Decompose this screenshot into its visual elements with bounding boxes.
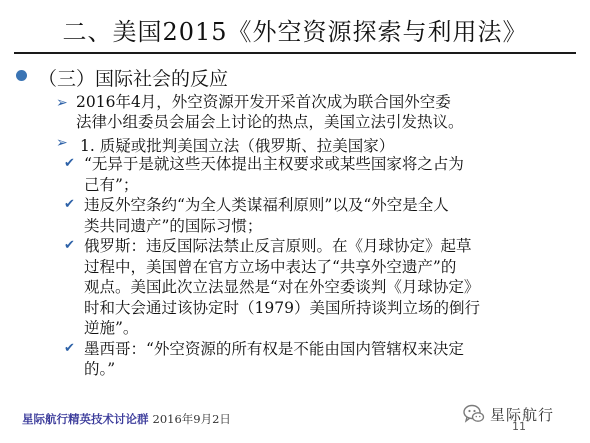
wechat-official-account-icon (462, 402, 486, 426)
list-item (64, 339, 574, 380)
section-heading (38, 64, 228, 91)
list-item-line: 时和大会通过该协定时（1979）美国所持谈判立场的倒行 (84, 298, 480, 317)
reaction-list (64, 154, 574, 380)
list-item-line: 违反外空条约“为全人类谋福利原则”以及“外空是全人 (84, 196, 449, 214)
title-underline (14, 52, 576, 54)
paragraph-line: 法律小组委员会届会上讨论的热点，美国立法引发热议。 (76, 113, 464, 131)
footer-caption (22, 411, 231, 427)
check-icon: ✔ (64, 197, 75, 212)
list-item-line: 墨西哥：“外空资源的所有权是不能由国内管辖权来决定 (84, 339, 464, 358)
list-item-line: 己有”； (84, 175, 139, 194)
bullet-dot-icon (16, 70, 27, 81)
footer-date: 2016年9月2日 (152, 412, 231, 426)
paragraph-line: 2016年4月，外空资源开发开采首次成为联合国外空委 (76, 93, 451, 111)
sub-heading-text: 1. 质疑或批判美国立法（俄罗斯、拉美国家） (80, 137, 395, 155)
list-item-line: “无异于是就这些天体提出主权要求或某些国家将之占为 (84, 155, 464, 173)
list-item-line: 观点。美国此次立法显然是“对在外空委谈判《月球协定》 (84, 278, 480, 296)
list-item (64, 195, 574, 236)
brand-badge[interactable] (462, 402, 554, 426)
section-heading-text: （三）国际社会的反应 (38, 68, 229, 90)
list-item-line: 过程中，美国曾在官方立场中表达了“共享外空遗产”的 (84, 257, 457, 276)
list-item (64, 154, 574, 195)
brand-name: 星际航行 (490, 405, 555, 424)
check-icon: ✔ (64, 238, 75, 253)
list-item (64, 236, 574, 339)
list-item-line: 类共同遗产”的国际习惯； (84, 216, 263, 235)
page-number: 11 (512, 420, 526, 433)
slide-title: 二、美国2015《外空资源探索与利用法》 (62, 18, 528, 46)
footer-group-name: 星际航行精英技术讨论群 (22, 412, 149, 426)
sub-heading (56, 134, 395, 156)
arrow-bullet-icon: ➢ (56, 135, 68, 151)
check-icon: ✔ (64, 156, 75, 171)
arrow-bullet-icon: ➢ (56, 95, 68, 111)
list-item-line: 逆施”。 (84, 319, 139, 337)
intro-paragraph (56, 92, 576, 132)
list-item-line: 的。” (84, 360, 116, 378)
list-item-line: 俄罗斯：违反国际法禁止反言原则。在《月球协定》起草 (84, 237, 472, 255)
check-icon: ✔ (64, 340, 75, 356)
